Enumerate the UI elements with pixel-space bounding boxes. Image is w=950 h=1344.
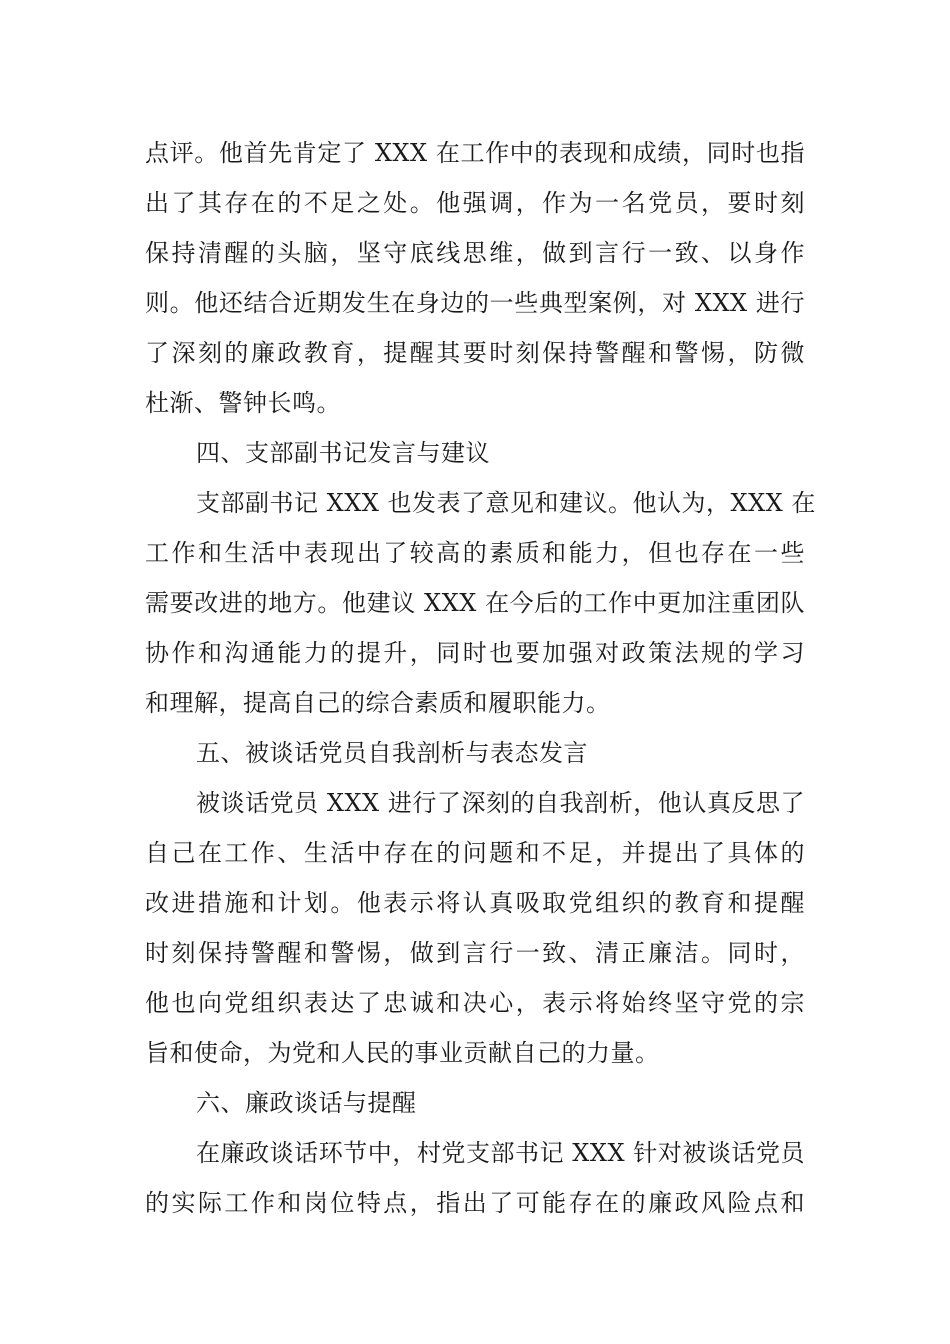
paragraph-line: 杜渐、警钟长鸣。 bbox=[145, 389, 341, 417]
paragraph-line: 协作和沟通能力的提升，同时也要加强对政策法规的学习 bbox=[145, 639, 805, 667]
paragraph-line: 和理解，提高自己的综合素质和履职能力。 bbox=[145, 689, 611, 717]
paragraph-line: 需要改进的地方。他建议 XXX 在今后的工作中更加注重团队 bbox=[145, 589, 805, 617]
paragraph-line: 则。他还结合近期发生在身边的一些典型案例，对 XXX 进行 bbox=[145, 289, 805, 317]
paragraph-line: 旨和使命，为党和人民的事业贡献自己的力量。 bbox=[145, 1039, 660, 1067]
paragraph-line: 的实际工作和岗位特点，指出了可能存在的廉政风险点和 bbox=[145, 1189, 805, 1217]
section-heading: 四、支部副书记发言与建议 bbox=[196, 439, 490, 467]
paragraph-line: 工作和生活中表现出了较高的素质和能力，但也存在一些 bbox=[145, 539, 805, 567]
paragraph-line: 自己在工作、生活中存在的问题和不足，并提出了具体的 bbox=[145, 839, 805, 867]
section-heading: 六、廉政谈话与提醒 bbox=[196, 1089, 417, 1117]
paragraph-line: 点评。他首先肯定了 XXX 在工作中的表现和成绩，同时也指 bbox=[145, 139, 805, 167]
paragraph-line: 支部副书记 XXX 也发表了意见和建议。他认为，XXX 在 bbox=[196, 489, 816, 517]
paragraph-line: 保持清醒的头脑，坚守底线思维，做到言行一致、以身作 bbox=[145, 239, 805, 267]
paragraph-line: 改进措施和计划。他表示将认真吸取党组织的教育和提醒 bbox=[145, 889, 805, 917]
paragraph-line: 他也向党组织表达了忠诚和决心，表示将始终坚守党的宗 bbox=[145, 989, 805, 1017]
paragraph-line: 时刻保持警醒和警惕，做到言行一致、清正廉洁。同时， bbox=[145, 939, 805, 967]
paragraph-line: 出了其存在的不足之处。他强调，作为一名党员，要时刻 bbox=[145, 189, 805, 217]
section-heading: 五、被谈话党员自我剖析与表态发言 bbox=[196, 739, 588, 767]
paragraph-line: 在廉政谈话环节中，村党支部书记 XXX 针对被谈话党员 bbox=[196, 1139, 805, 1167]
paragraph-line: 被谈话党员 XXX 进行了深刻的自我剖析，他认真反思了 bbox=[196, 789, 805, 817]
paragraph-line: 了深刻的廉政教育，提醒其要时刻保持警醒和警惕，防微 bbox=[145, 339, 805, 367]
